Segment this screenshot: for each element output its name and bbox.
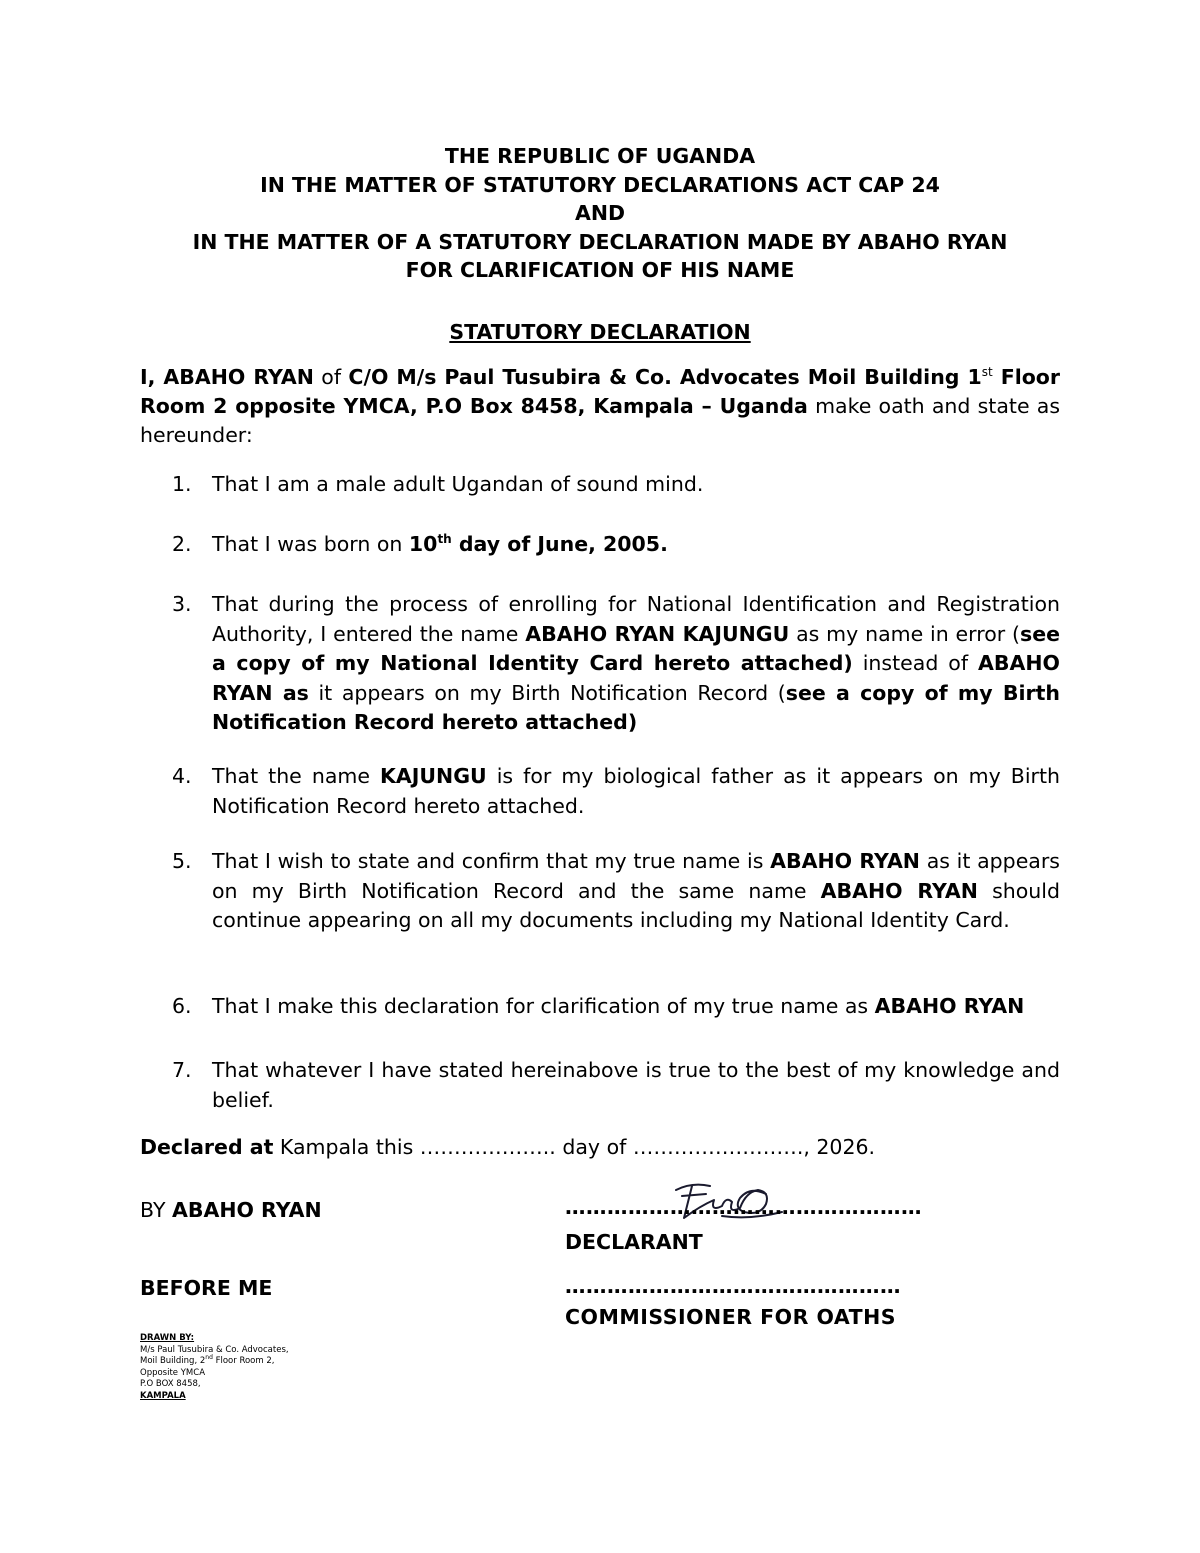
drawn-by-superscript: nd: [205, 1354, 213, 1362]
item-text: That I am a male adult Ugandan of sound mind.: [212, 472, 704, 496]
item-text-part: That I make this declaration for clarification of my true name as: [212, 994, 875, 1018]
before-me-label: BEFORE ME: [140, 1276, 273, 1300]
item-number: 1.: [172, 472, 192, 496]
item-text: [212, 530, 1060, 560]
drawn-by-line: P.O BOX 8458,: [140, 1379, 201, 1389]
drawn-by-label: DRAWN BY:: [140, 1333, 195, 1343]
heading-line-act: IN THE MATTER OF STATUTORY DECLARATIONS ACT CAP 24: [260, 172, 940, 197]
father-name: KAJUNGU: [380, 764, 487, 788]
item-number: 7.: [172, 1058, 192, 1082]
drawn-by-line: M/s Paul Tusubira & Co. Advocates,: [140, 1344, 289, 1355]
birth-day-suffix: th: [437, 532, 452, 547]
correct-name: ABAHO RYAN as: [212, 651, 1060, 705]
intro-paragraph: [140, 363, 1060, 450]
commissioner-signature-line: …………………………………………: [565, 1274, 901, 1298]
item-text: [212, 992, 1060, 1022]
declared-at-line: [140, 1133, 875, 1162]
drawn-by-line: [140, 1356, 289, 1368]
address-part-b: Floor Room 2 opposite YMCA, P.O Box 8458, Kampala – Uganda: [140, 365, 1060, 418]
item-text-part: instead of: [852, 651, 979, 675]
intro-of: of: [313, 365, 349, 389]
birth-day: 10: [408, 532, 438, 556]
document-heading: [100, 142, 1100, 285]
item-text-part: as it appears on my Birth Notification Record and the same name: [212, 849, 1060, 903]
item-number: 6.: [172, 994, 192, 1018]
heading-line-matter: IN THE MATTER OF A STATUTORY DECLARATION MADE BY ABAHO RYAN: [192, 229, 1008, 254]
document-title: STATUTORY DECLARATION: [449, 320, 751, 344]
item-text: [212, 847, 1060, 936]
heading-line-and: AND: [574, 201, 626, 226]
address-superscript: st: [981, 365, 993, 380]
id-card-reference: see a copy of my National Identity Card hereto attached): [212, 621, 1061, 675]
item-text-part: it appears on my Birth Notification Record (: [308, 680, 786, 705]
item-text-part: That I was born on: [212, 532, 409, 556]
by-line: [140, 1198, 322, 1222]
item-text-part: That during the process of enrolling for National Identification and Registration Authority, I entered the name: [212, 592, 1060, 646]
declarant-signature-line: ……………………………………………: [565, 1195, 922, 1219]
item-number: 4.: [172, 764, 192, 788]
by-name: ABAHO RYAN: [171, 1198, 322, 1222]
heading-line-purpose: FOR CLARIFICATION OF HIS NAME: [405, 258, 795, 283]
true-name: ABAHO RYAN: [770, 849, 920, 873]
by-prefix: BY: [140, 1198, 172, 1222]
item-text-part: That I wish to state and confirm that my true name is: [212, 849, 771, 873]
drawn-by-text: Floor Room 2,: [212, 1356, 275, 1366]
erroneous-name: ABAHO RYAN KAJUNGU: [525, 621, 790, 646]
item-text-part: as my name in error (: [789, 621, 1020, 646]
item-text: [212, 762, 1060, 821]
intro-tail: make oath and state as hereunder:: [140, 394, 1060, 447]
drawn-by-city: KAMPALA: [140, 1390, 186, 1401]
item-text-part: That the name: [212, 764, 381, 788]
item-number: 5.: [172, 849, 192, 873]
birth-record-reference: see a copy of my Birth Notification Record hereto attached): [212, 680, 1061, 734]
item-number: 3.: [172, 592, 192, 616]
drawn-by-block: [140, 1333, 289, 1402]
item-text: That whatever I have stated hereinabove is true to the best of my knowledge and belief.: [212, 1058, 1060, 1112]
declarant-name: I, ABAHO RYAN: [140, 365, 314, 389]
item-number: 2.: [172, 532, 192, 556]
commissioner-label: COMMISSIONER FOR OATHS: [565, 1305, 897, 1329]
item-text: [212, 590, 1060, 738]
heading-line-republic: THE REPUBLIC OF UGANDA: [444, 144, 756, 168]
address-part-a: C/O M/s Paul Tusubira & Co. Advocates Moil Building 1: [348, 365, 982, 389]
drawn-by-text: Moil Building, 2: [140, 1356, 206, 1366]
declared-at-text: Kampala this ……………….. day of ……………………., 2026.: [273, 1135, 876, 1159]
drawn-by-line: Opposite YMCA: [140, 1367, 206, 1378]
item-text-part: is for my biological father as it appears on my Birth Notification Record hereto attached.: [212, 764, 1061, 818]
birth-month-year: day of June, 2005.: [451, 532, 668, 556]
true-name: ABAHO RYAN: [874, 994, 1025, 1018]
declared-at-label: Declared at: [140, 1135, 274, 1159]
item-text-part: should continue appearing on all my documents including my National Identity Card.: [212, 878, 1060, 932]
true-name: ABAHO RYAN: [820, 878, 978, 903]
declarant-label: DECLARANT: [565, 1230, 703, 1254]
